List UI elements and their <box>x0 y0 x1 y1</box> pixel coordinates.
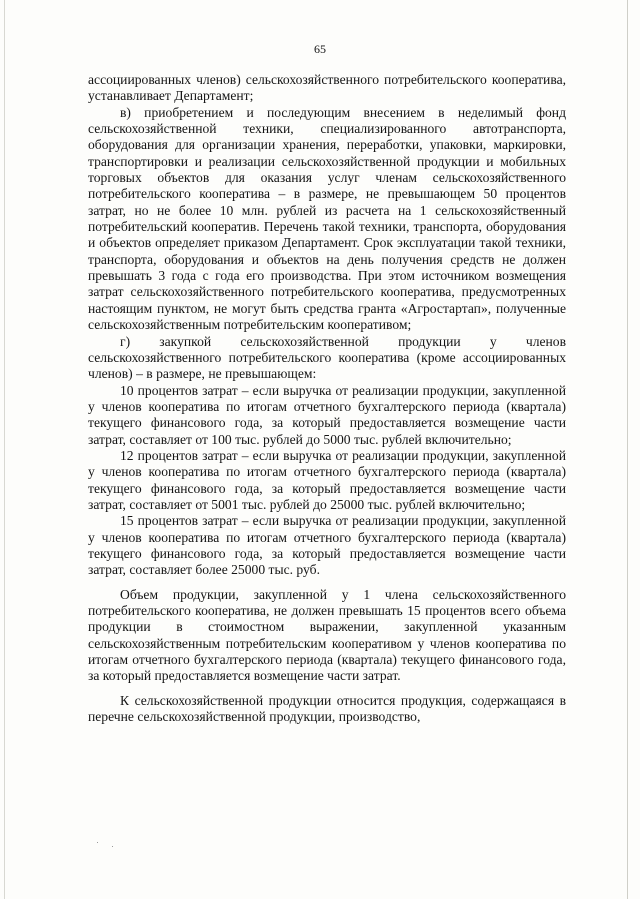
paragraph-rate-10: 10 процентов затрат – если выручка от реализации продукции, закупленной у членов кооператива по итогам отчетного бухгалтерского периода (квартала) текущего финансового года, за который предоставляется возмещение части затрат, составляет от 100 тыс. рублей до 5000 тыс. рублей включительно; <box>88 382 566 447</box>
page-number: 65 <box>314 42 326 56</box>
paragraph-item-v: в) приобретением и последующим внесением в неделимый фонд сельскохозяйственной техники, специализированного автотранспорта, оборудования для организации хранения, переработки, упаковки, маркировки, транспортировки и реализации сельскохозяйственной продукции и мобильных торговых объектов для оказания услуг членам сельскохозяйственного потребительского кооператива – в размере, не превышающем 50 процентов затрат, но не более 10 млн. рублей из расчета на 1 сельскохозяйственный потребительский кооператив. Перечень такой техники, транспорта, оборудования и объектов определяет приказом Департамент. Срок эксплуатации такой техники, транспорта, оборудования и объектов на день получения средств не должен превышать 3 года с года его производства. При этом источником возмещения затрат сельскохозяйственного потребительского кооператива, предусмотренных настоящим пунктом, не могут быть средства гранта «Агростартап», полученные сельскохозяйственным потребительским кооперативом; <box>88 104 566 333</box>
document-body <box>88 72 566 725</box>
paragraph-product-definition: К сельскохозяйственной продукции относится продукция, содержащаяся в перечне сельскохозяйственной продукции, производство, <box>88 692 566 725</box>
scan-speck <box>112 846 113 847</box>
paragraph-item-g: г) закупкой сельскохозяйственной продукции у членов сельскохозяйственного потребительского кооператива (кроме ассоциированных членов) – в размере, не превышающем: <box>88 333 566 382</box>
scan-edge-right <box>627 0 628 899</box>
paragraph-volume-limit: Объем продукции, закупленной у 1 члена сельскохозяйственного потребительского кооператива, не должен превышать 15 процентов всего объема продукции в стоимостном выражении, закупленной указанным сельскохозяйственным потребительским кооперативом у членов кооператива по итогам отчетного бухгалтерского периода (квартала) текущего финансового года, за который предоставляется возмещение части затрат. <box>88 586 566 684</box>
scan-speck <box>97 842 98 843</box>
scan-edge-left <box>4 0 5 899</box>
paragraph-rate-12: 12 процентов затрат – если выручка от реализации продукции, закупленной у членов кооператива по итогам отчетного бухгалтерского периода (квартала) текущего финансового года, за который предоставляется возмещение части затрат, составляет от 5001 тыс. рублей до 25000 тыс. рублей включительно; <box>88 447 566 512</box>
paragraph-continuation: ассоциированных членов) сельскохозяйственного потребительского кооператива, устанавливает Департамент; <box>88 72 566 104</box>
paragraph-rate-15: 15 процентов затрат – если выручка от реализации продукции, закупленной у членов кооператива по итогам отчетного бухгалтерского периода (квартала) текущего финансового года, за который предоставляется возмещение части затрат, составляет более 25000 тыс. руб. <box>88 513 566 578</box>
